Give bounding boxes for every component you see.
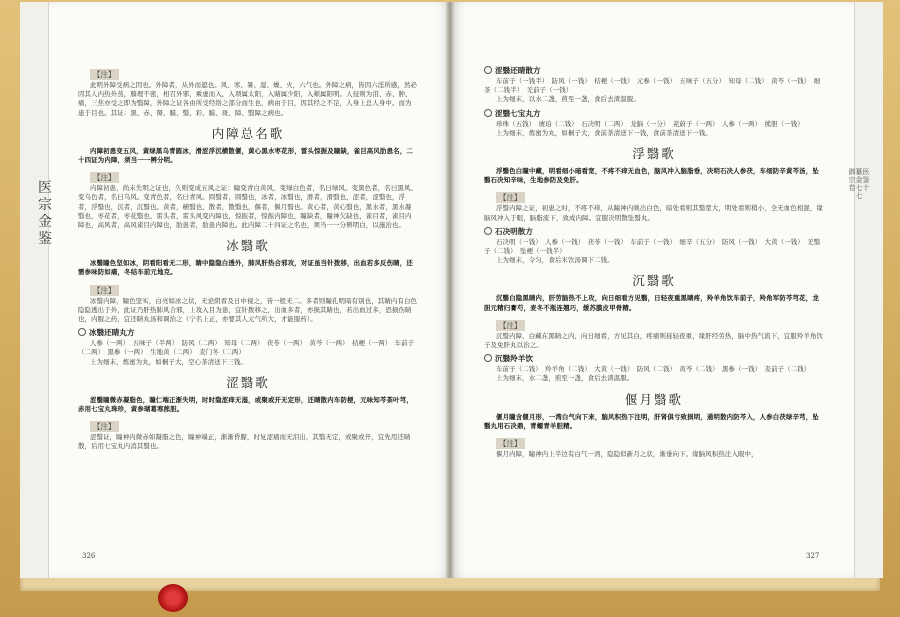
section-heading: 浮翳歌 xyxy=(632,146,676,162)
right-page-content xyxy=(484,62,824,459)
body-paragraph: 内障初患，尚未失明之证也，久则变成五风之证：瞳变青白黄风，变绿白色者，名曰绿风。变黑色者，名曰黑风。变乌色者，名曰乌风。变青色者，名曰青风。圆翳者，圆翳也，冰者，冰翳也，滑者，滑翳也，涩者，涩翳也，浮者，浮翳也，沉者，沉翳也。黄者，横翳也，散者，散翳也，偃者，偃月翳也。黄心者，黄心翳也，黑水者，黑水凝翳也，枣花者，枣花翳也，雷头者，雷头风变内障也，惊振者，惊振内障也，瞳缺者，瞳神欠缺也，雀目者，雀目内障也，高风者，高风雀目内障也，肋患者，肋患内障也。此内障二十四证之名也，须当一一分辨明白，以施治也。 xyxy=(78,184,418,230)
left-margin-column xyxy=(20,2,49,578)
verse-text: 冰翳瞳色坚如冰，阴看阳看无二形，睛中隐隐白透外，肺风肝热合邪攻，对证虽当针拨移，出血若多反伤睛，还需参味防如痛，冬结车前元地克。 xyxy=(78,259,413,277)
formula-heading xyxy=(484,65,824,76)
body-paragraph: 车前子（二钱） 羚羊角（二钱） 大黄（一钱） 防风（二钱） 黄芩（二钱） 黑参（一钱） 麦前子（二钱） xyxy=(496,365,811,374)
formula-title: 石决明散方 xyxy=(495,226,533,236)
bullet-icon xyxy=(484,66,492,74)
body-paragraph: 车前子（一钱半） 防风（一钱） 桔梗（一钱） 元参（一钱） 五味子（五分） 知母（二钱） 黄芩（一钱） 细茶（二钱半） 羌前子（一钱） xyxy=(484,77,821,95)
annotation-tag: 【注】 xyxy=(90,172,119,183)
body-paragraph: 涩翳证，瞳神内微赤如凝脂之色，瞳神端正，渐渐昏朦，时复涩痛而无泪出，其翳无定，或聚或开，宜先用还睛散，后用七宝丸内消其翳也。 xyxy=(78,433,411,451)
formula-heading xyxy=(484,353,824,364)
red-seal-emblem xyxy=(158,584,188,612)
verse-text: 偃月瞳含偃月形，一湾白气向下来，脑风积热下注明，肝肾俱亏致损明，通明散内防芩入，人参白茯绿辛芎，坠翳丸用石决鼎，青螺青羊胆精。 xyxy=(484,412,819,430)
body-paragraph: 上为细末，令匀，食后米饮汤调下二钱。 xyxy=(496,256,614,265)
formula-title: 涩翳七宝丸方 xyxy=(495,108,541,118)
bullet-icon xyxy=(484,354,492,362)
body-paragraph: 上为细末，炼蜜为丸，如桐子大，空心茶清送下三钱。 xyxy=(90,357,247,366)
annotation-tag: 【注】 xyxy=(90,285,119,296)
book-title-vertical: 医宗金鉴 xyxy=(38,180,52,247)
annotation-tag: 【注】 xyxy=(90,421,119,432)
verse-text: 内障初患变五风，黄绿黑乌青圆冰，滑涩浮沉横散偃，黄心黑水枣花形，雷头惊振及瞳缺，雀目高风肋患名，二十四证为内障，须当一一辨分明。 xyxy=(78,146,413,165)
formula-title: 沉翳羚羊饮 xyxy=(495,354,533,364)
section-heading: 涩翳歌 xyxy=(226,374,270,390)
right-margin-column xyxy=(854,2,883,578)
verse-text: 浮翳色白瞳中藏，明看细小暗看宽，不疼不痒无血色，脑风冲入脑脂垂，决明石决人参茯，车细防辛黄芩汤，坠翳石决知辛味，生地参防及免肝。 xyxy=(484,167,819,185)
annotation-tag: 【注】 xyxy=(496,192,525,203)
bullet-icon xyxy=(484,109,492,117)
book-gutter xyxy=(446,2,454,578)
annotation-tag: 【注】 xyxy=(90,69,119,80)
body-paragraph: 偃月内障，瞳神内上半边有白气一湾，隐隐似新月之状，渐垂向下。缘脑风积热注入眼中， xyxy=(496,450,758,459)
body-paragraph: 沉翳内障，白藏在黑睛之内，向日细看，方见其白，疼痛则昼轻夜重，缘肝经劳热，脑中热气流下，宜服羚羊角饮子及免肝丸以治之。 xyxy=(484,331,824,350)
body-paragraph: 珍珠（五钱） 琥珀（二钱） 石决明（二两） 龙脑（一分） 茺蔚子（一两） 人参（一两） 熊胆（一钱） xyxy=(496,119,804,128)
body-paragraph: 上为细末，炼蜜为丸，如桐子大，食前茶清送下一钱，食前茶清送下一钱。 xyxy=(496,128,712,137)
formula-title: 涩翳还睛散方 xyxy=(495,66,541,75)
formula-heading xyxy=(484,226,824,237)
section-heading: 内障总名歌 xyxy=(211,125,285,141)
body-paragraph: 上为细末，水二盏，煎至一盏，食后去渣温服。 xyxy=(496,374,634,383)
section-heading: 沉翳歌 xyxy=(632,273,676,289)
left-page-content xyxy=(78,62,418,452)
verse-text: 沉翳白隐黑睛内，肝劳脑热不上攻，向日细看方见翳，日轻夜重黑睛疼，羚羊角饮车前子，羚角军防芩芎花，龙胆元精归膏芍，麦冬不瓶连翘巧，煖苏膜皮甲骨精。 xyxy=(484,294,819,312)
section-heading: 冰翳歌 xyxy=(226,238,270,254)
annotation-tag: 【注】 xyxy=(496,438,525,449)
body-paragraph: 此明外障受病之因也。外障者，从外而遮也。风、寒、暑、湿、燥、火，六气也。外障之病，皆因六淫所感，然必因其人内热外蒸，腠理不密，相召外邪，乘虚而入，入项属太阳，入睛属少阳，入颊属阳明。人侵则为泪、赤、肿、痛，三焦亦受之即为翳障，外障之证各由所受经络之部分而生也，病由于目，因其经之不足，人身上总人身中。而为患于目也。其证：黑、赤、胬、膜、翳、彩、膜、斑、障、翳障之病也。 xyxy=(78,81,418,117)
body-paragraph: 冰翳内障，瞳色坚实，白亮如冰之状，无论阴看及日中视之，皆一般无二。多者则瞳孔明暗有别也，其睛内有白色隐隐透出于外，此证乃肝热肺风合邪，上攻入目为患，宜针拨移之，出血多者，亦损其睛也，若出血过多，恐损伤睛也，内服之药，宜还睛丸汤和调治之（宁名上正，亦要其人元气所大，才能服药）。 xyxy=(78,296,418,324)
body-paragraph: 上为细末，以水二盏，煎至一盏，食后去渣温服。 xyxy=(496,95,640,104)
left-page-number: 326 xyxy=(82,552,96,560)
verse-text: 涩翳瞳微赤凝脂色，瞳仁端正渐失明，时时隐涩痒无湿，或聚或开无定形，还睛散内车防梗，元味知芩茶叶芎，赤用七宝丸珠珍，黄参瑚葛寒熊胆。 xyxy=(78,395,413,414)
bullet-icon xyxy=(484,227,492,235)
right-page-number: 327 xyxy=(806,552,820,560)
formula-heading xyxy=(484,108,824,119)
body-paragraph: 人参（一两） 五味子（半两） 防风（二两） 知母（二两） 茯苓（一两） 黄芩（一两） 桔梗（一两） 车前子（二两） 黑参（一两） 生地黄（二两） 麦门冬（二两） xyxy=(78,339,415,357)
formula-heading xyxy=(78,327,418,338)
bullet-icon xyxy=(78,328,86,336)
formula-title: 冰翳还睛丸方 xyxy=(89,328,135,338)
section-heading: 偃月翳歌 xyxy=(624,391,683,407)
running-head-vertical: 御纂医宗金鉴卷七十七 xyxy=(848,168,870,200)
body-paragraph: 浮翳内障之证，初患之时，不疼不痒，从瞳神内映出白色，暗处看则其翳宽大，明处看则稍小，全无血色相混，缘脑风冲入于眼，脑脂流下，致成内障。宜服决明散坠翳丸。 xyxy=(484,204,824,222)
body-paragraph: 石决明（一钱） 人参（一钱） 茯苓（一钱） 车前子（一钱） 细辛（五分） 防风（一钱） 大黄（一钱） 羌翳子（二钱） 坠梗（一钱半） xyxy=(484,237,821,256)
annotation-tag: 【注】 xyxy=(496,320,525,331)
